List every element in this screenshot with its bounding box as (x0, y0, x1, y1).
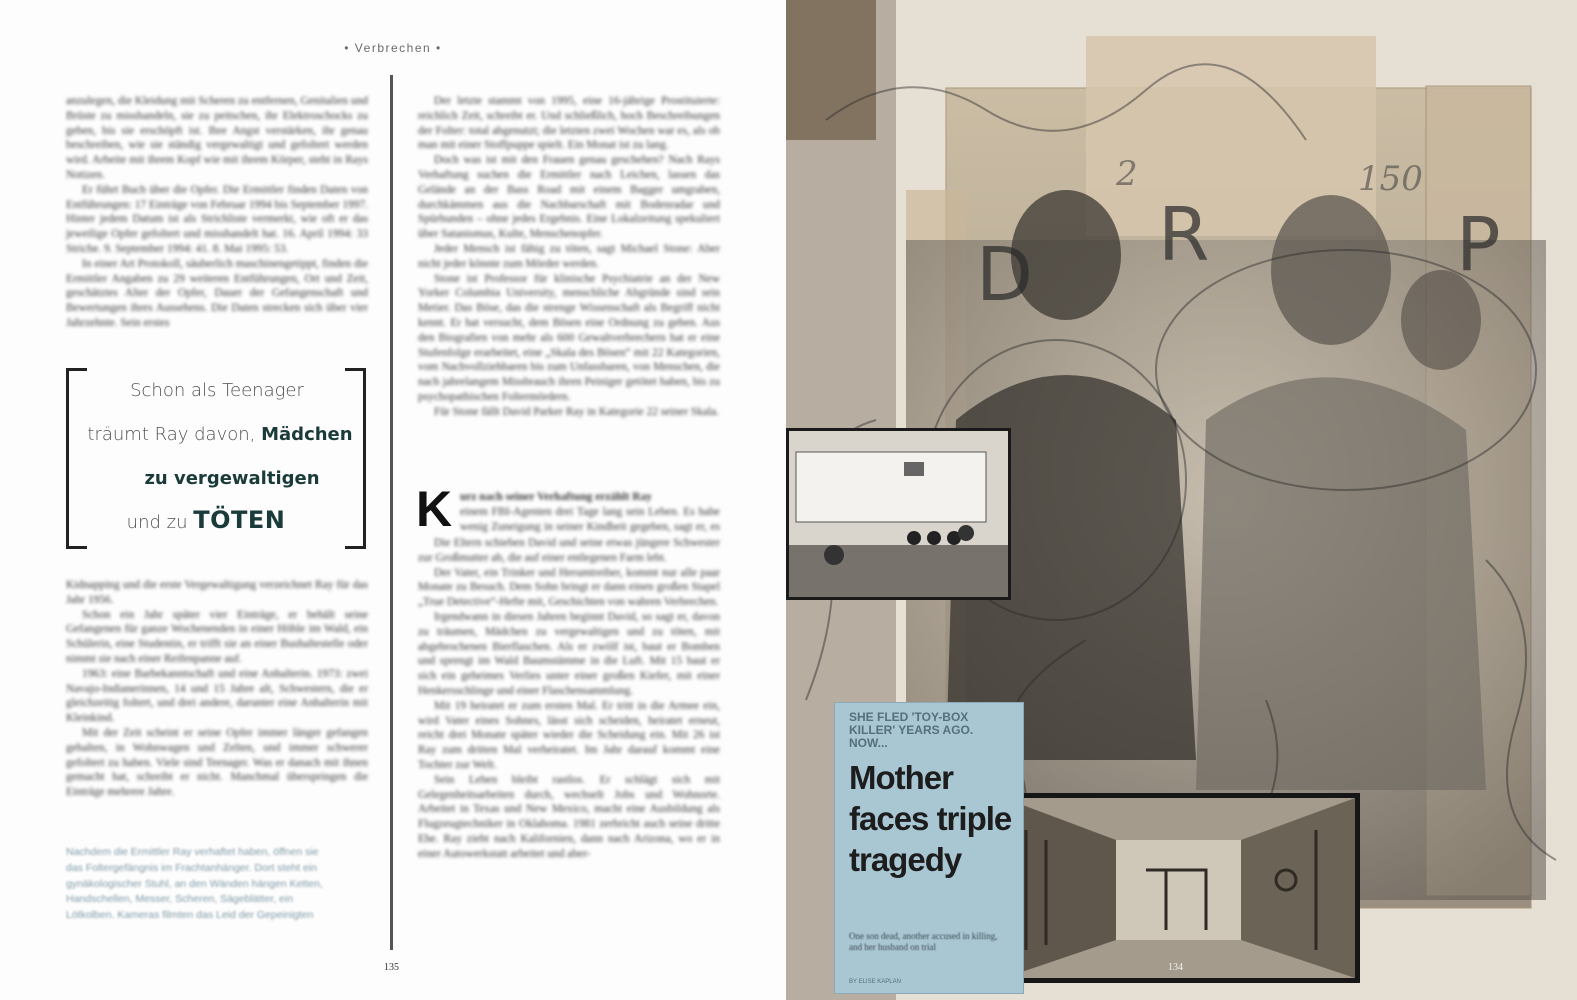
paragraph: In einer Art Protokoll, säuberlich maschinengetippt, finden die Ermittler Angaben zu 29 weiteren Entführungen, Ort und Zeit, geschätztes Alter der Opfer, Dauer der Gefangenschaft und Bewertungen ihres Aussehens. Die Daten strecken sich über vier Jahrzehnte. Sein erstes (66, 257, 368, 329)
paragraph: Er führt Buch über die Opfer. Die Ermittler finden Daten von Entführungen: 17 Einträge von Februar 1994 bis September 1997. Hinter jedem Datum ist als Strichliste vermerkt, wie oft er das jeweilige Opfer gefoltert und misshandelt hat. 16. April 1994: 33 Striche. 9. September 1994: 41. 8. Mai 1995: 53. (66, 183, 368, 255)
paragraph: Schon ein Jahr später vier Einträge, er behält seine Gefangenen für ganze Wochenenden in einer Höhle im Wald, ein Schülerin, eine Studentin, er trifft sie an einer Bushaltestelle oder nimmt sie nach einer Reifenpanne auf. (66, 608, 368, 665)
paragraph: Stone ist Professor für klinische Psychiatrie an der New Yorker Columbia University, menschliche Abgründe sind sein Metier. Das Böse, das die strenge Wissenschaft als Begriff nicht kennt. Er hat versucht, dem Bösen eine Ordnung zu geben. Aus den Biografien von mehr als 600 Gewaltverbrechern hat er eine Stufenfolge erarbeitet, eine „Skala des Bösen“ mit 22 Kategorien, vom Nachvollziehbaren bis zum Unfassbaren, von Menschen, die nach jahrelangem Missbrauch ihren Peiniger getötet haben, bis zu psychopathischen Foltermördern. (418, 272, 720, 403)
clipping-subhead: One son dead, another accused in killing, and her husband on trial (849, 931, 998, 952)
clipping-kicker: SHE FLED 'TOY-BOX KILLER' YEARS AGO. NOW... (849, 710, 974, 750)
dropcap-lead (460, 490, 720, 505)
paragraph: Für Stone fällt David Parker Ray in Kategorie 22 seiner Skala. (434, 405, 720, 418)
paragraph: anzulegen, die Kleidung mit Scheren zu entfernen, Genitalien und Brüste zu misshandeln, sie zu peitschen, ihr Elektroschocks zu geben, bis sie erschöpft ist. Ihre Angst verstärken, ihr genau beschreiben, wie sie ständig vergewaltigt und gefoltert werden wird. Arbeite mit ihrem Kopf wie mit ihrem Körper, steht in Rays Notizen. (66, 95, 368, 181)
paragraph: Die Eltern schieben David und seine etwas jüngere Schwester zur Großmutter ab, die auf einer entlegenen Farm lebt. (418, 537, 720, 564)
pull-quote-line-4 (86, 506, 326, 534)
bracket-right (345, 368, 366, 549)
paragraph: einem FBI-Agenten drei Tage lang sein Leben. Es habe wenig Zuneigung in seiner Kindheit gegeben, sagt er, es (460, 506, 720, 533)
paragraph: Sein Leben bleibt rastlos. Er schlägt sich mit Gelegenheitsarbeiten durch, wechselt Jobs und Wohnorte. Arbeitet in Texas und New Mexico, macht eine Ausbildung als Flugzeugtechniker in Oklahoma. 1981 zerbricht auch seine dritte Ehe. Ray zieht nach Kalifornien, dann nach Arizona, wo er in einer Autowerkstatt arbeitet und aber- (418, 773, 720, 860)
right-column-top (418, 94, 720, 420)
stamp-letter-r: R (1158, 192, 1210, 278)
newspaper-clipping (835, 703, 1023, 993)
pull-quote-line-4-plain: und zu (126, 512, 188, 533)
right-page-collage (786, 0, 1577, 1000)
page-number-right: 134 (1168, 962, 1183, 973)
paragraph: Irgendwann in diesen Jahren beginnt David, so sagt er, davon zu träumen, Mädchen zu vergewaltigen und zu töten, mit abgebrochenen Bierflaschen. Als er zwölf ist, baut er Bomben und sprengt im Wald Baumstämme in die Luft. Mit 15 baut er sich ein geheimes Verlies unter einer großen Kiefer, mit einer Henkersschlinge und einer Flaschensammlung. (418, 610, 720, 697)
clipping-byline: BY ELISE KAPLAN (849, 979, 901, 985)
pull-quote-line-2-plain: träumt Ray davon, (87, 424, 256, 445)
photo-caption: Nachdem die Ermittler Ray verhaftet haben, öffnen sie das Foltergefängnis im Frachtanhänger. Dort steht ein gynäkologischer Stuhl, an den Wänden hängen Ketten, Handschellen, Messer, Scheren, Sägeblätter, ein Lötkolben. Kameras filmten das Leid der Gepeinigten (66, 846, 323, 922)
pull-quote-line-3: zu vergewaltigen (144, 468, 320, 489)
paragraph: Mit der Zeit scheint er seine Opfer immer länger gefangen gehalten, in Wohnwagen und Zelten, und immer schwerer gefoltert zu haben. Viele sind Teenager. Was er danach mit ihnen gemacht hat, schreibt er nicht. Manchmal überspringen die Einträge mehrere Jahre. (66, 726, 368, 799)
paragraph: Kidnapping und die erste Vergewaltigung verzeichnet Ray für das Jahr 1956. (66, 579, 368, 606)
paragraph: Doch was ist mit den Frauen genau geschehen? Nach Rays Verhaftung suchen die Ermittler nach Leichen, lassen das Gelände an der Bass Road mit einem Bagger umgraben, durchkämmen aus die Nachbarschaft mit Bodenradar und Spürhunden – ohne jedes Ergebnis. Eine Lokalzeitung spekuliert über Satanismus, Kulte, Menschenopfer. (418, 154, 720, 241)
section-header: • Verbrechen • (344, 41, 442, 55)
left-page (0, 0, 786, 1000)
paragraph: 1963: eine Barbekanntschaft und eine Anhalterin. 1973: zwei Navajo-Indianerinnen, 14 und 15 Jahre alt, Schwestern, die er gleichzeitig foltert, und drei andere, darunter eine Anhalterin mit Kleinkind. (66, 667, 368, 725)
dropcap-lead-text: urz nach seiner Verhaftung erzählt Ray (460, 491, 652, 503)
paragraph: Der Vater, ein Trinker und Herumtreiber, kommt nur alle paar Monate zu Besuch. Dem Sohn bringt er dann einen großen Stapel „True Detective“-Hefte mit, Geschichten von wahren Verbrechen. (418, 566, 720, 609)
paragraph: Mit 19 heiratet er zum ersten Mal. Er tritt in die Armee ein, wird Vater eines Sohnes, lässt sich scheiden, heiratet erneut, reicht drei Monate später wieder die Scheidung ein. Mit 26 ist Ray zum dritten Mal verheiratet. Im Jahr darauf kommt eine Tochter zur Welt. (418, 699, 720, 771)
left-column-top (66, 94, 368, 331)
paragraph: Der letzte stammt von 1995, eine 16-jährige Prostituierte: reichlich Zeit, schreibt er. Und schließlich, hoch Beschreibungen der Folter: total abgenutzt; die letzten zwei Wochen war es, als ob man mit einer Stoffpuppe spielt. Ein Monat ist zu lang. (418, 95, 720, 152)
pull-quote-line-4-big: TÖTEN (193, 506, 286, 534)
clipping-headline: Mother faces triple tragedy (849, 759, 1012, 878)
stamp-letter-d: D (976, 232, 1033, 318)
dropcap-first-paragraph-wrap (460, 505, 720, 535)
pull-quote-line-2-bold: Mädchen (261, 424, 353, 445)
left-column-bottom (66, 578, 368, 800)
pull-quote (66, 368, 366, 545)
page-number-left: 135 (384, 962, 399, 973)
paragraph: Jeder Mensch ist fähig zu töten, sagt Michael Stone: Aber nicht jeder könnte zum Mörder werden. (418, 242, 720, 270)
handwriting-2: 2 (1116, 154, 1138, 194)
right-column-bottom (418, 536, 720, 862)
column-divider (390, 75, 393, 950)
bracket-left (66, 368, 87, 549)
drop-cap: K (416, 481, 453, 537)
pull-quote-line-2 (80, 424, 360, 445)
handwriting-150: 150 (1358, 159, 1423, 199)
stamp-letter-p: P (1456, 202, 1501, 288)
pull-quote-line-1: Schon als Teenager (130, 380, 304, 401)
